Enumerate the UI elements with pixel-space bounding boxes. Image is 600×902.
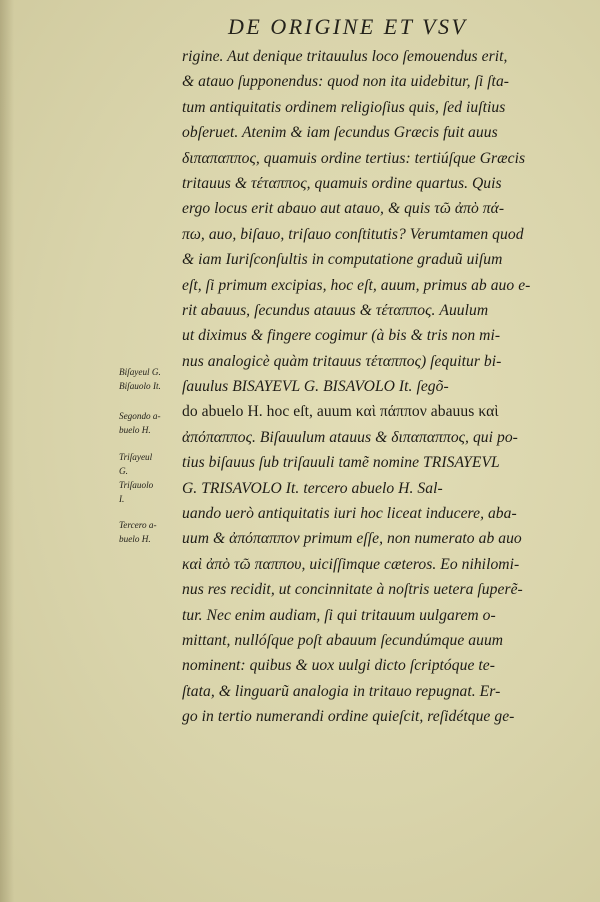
- text-line: do abuelo H. hoc eſt, auum καὶ πάππον abauus καὶ: [182, 403, 499, 421]
- text-line: ergo locus erit abauo aut atauo, & quis τῶ ἀπὸ πά-: [182, 200, 505, 218]
- text-line: nus analogicè quàm tritauus τέταππος) ſequitur bi-: [182, 352, 502, 370]
- body-text: [182, 44, 582, 730]
- text-line: nominent: quibus & uox uulgi dicto ſcriptóque te-: [182, 657, 495, 675]
- text-line: tius biſauus ſub triſauuli tamẽ nomine TRISAYEVL: [182, 454, 500, 472]
- text-line: go in tertio numerandi ordine quieſcit, reſidétque ge-: [182, 708, 515, 726]
- text-line: ſauulus BISAYEVL G. BISAVOLO It. ſegõ-: [182, 378, 449, 396]
- text-line: ἀπόπαππος. Biſauulum atauus & διπαπαππος, qui po-: [182, 428, 518, 446]
- running-head: DE ORIGINE ET VSV: [228, 14, 468, 39]
- text-line: πω, auo, biſauo, triſauo conſtitutis? Verumtamen quod: [182, 225, 524, 243]
- page-gutter-shadow: [0, 0, 14, 902]
- text-line: rit abauus, ſecundus atauus & τέταππος. Auulum: [182, 301, 489, 319]
- margin-note: Biſayeul G. Biſauolo It.: [119, 367, 161, 391]
- margin-note: Tercero a- buelo H.: [119, 520, 157, 544]
- text-line: rigine. Aut denique tritauulus loco ſemouendus erit,: [182, 48, 508, 65]
- text-line: mittant, nullóſque poſt abauum ſecundúmque auum: [182, 631, 504, 649]
- margin-note: Triſayeul G. Triſauolo I.: [119, 452, 154, 504]
- text-line: & atauo ſupponendus: quod non ita uidebitur, ſi ſta-: [182, 73, 510, 91]
- text-line: tritauus & τέταππος, quamuis ordine quartus. Quis: [182, 174, 502, 192]
- text-line: G. TRISAVOLO It. tercero abuelo H. Sal-: [182, 479, 443, 497]
- margin-notes: [119, 365, 181, 562]
- text-line: ſtata, & linguarũ analogia in tritauo repugnat. Er-: [182, 682, 501, 700]
- text-line: eſt, ſi primum excipias, hoc eſt, auum, primus ab auo e-: [182, 276, 531, 294]
- text-line: nus res recidit, ut concinnitate à noſtris uetera ſuperẽ-: [182, 581, 523, 599]
- margin-note: Segondo a- buelo H.: [119, 411, 161, 435]
- text-line: & iam Iuriſconſultis in computatione graduũ uiſum: [182, 251, 503, 269]
- text-line: διπαπαππος, quamuis ordine tertius: tertiúſque Græcis: [182, 149, 526, 167]
- text-line: uum & ἀπόπαππον primum eſſe, non numerato ab auo: [182, 530, 522, 548]
- text-line: tur. Nec enim audiam, ſi qui tritauum uulgarem o-: [182, 606, 496, 624]
- text-line: uando uerò antiquitatis iuri hoc liceat inducere, aba-: [182, 505, 517, 523]
- text-line: obſeruet. Atenim & iam ſecundus Græcis fuit auus: [182, 124, 498, 142]
- text-line: tum antiquitatis ordinem religioſius quis, ſed iuſtius: [182, 98, 506, 116]
- text-line: καὶ ἀπὸ τῶ παππου, uiciſſimque cæteros. Eo nihilomi-: [182, 555, 520, 573]
- text-line: ut diximus & fingere cogimur (à bis & tris non mi-: [182, 327, 501, 345]
